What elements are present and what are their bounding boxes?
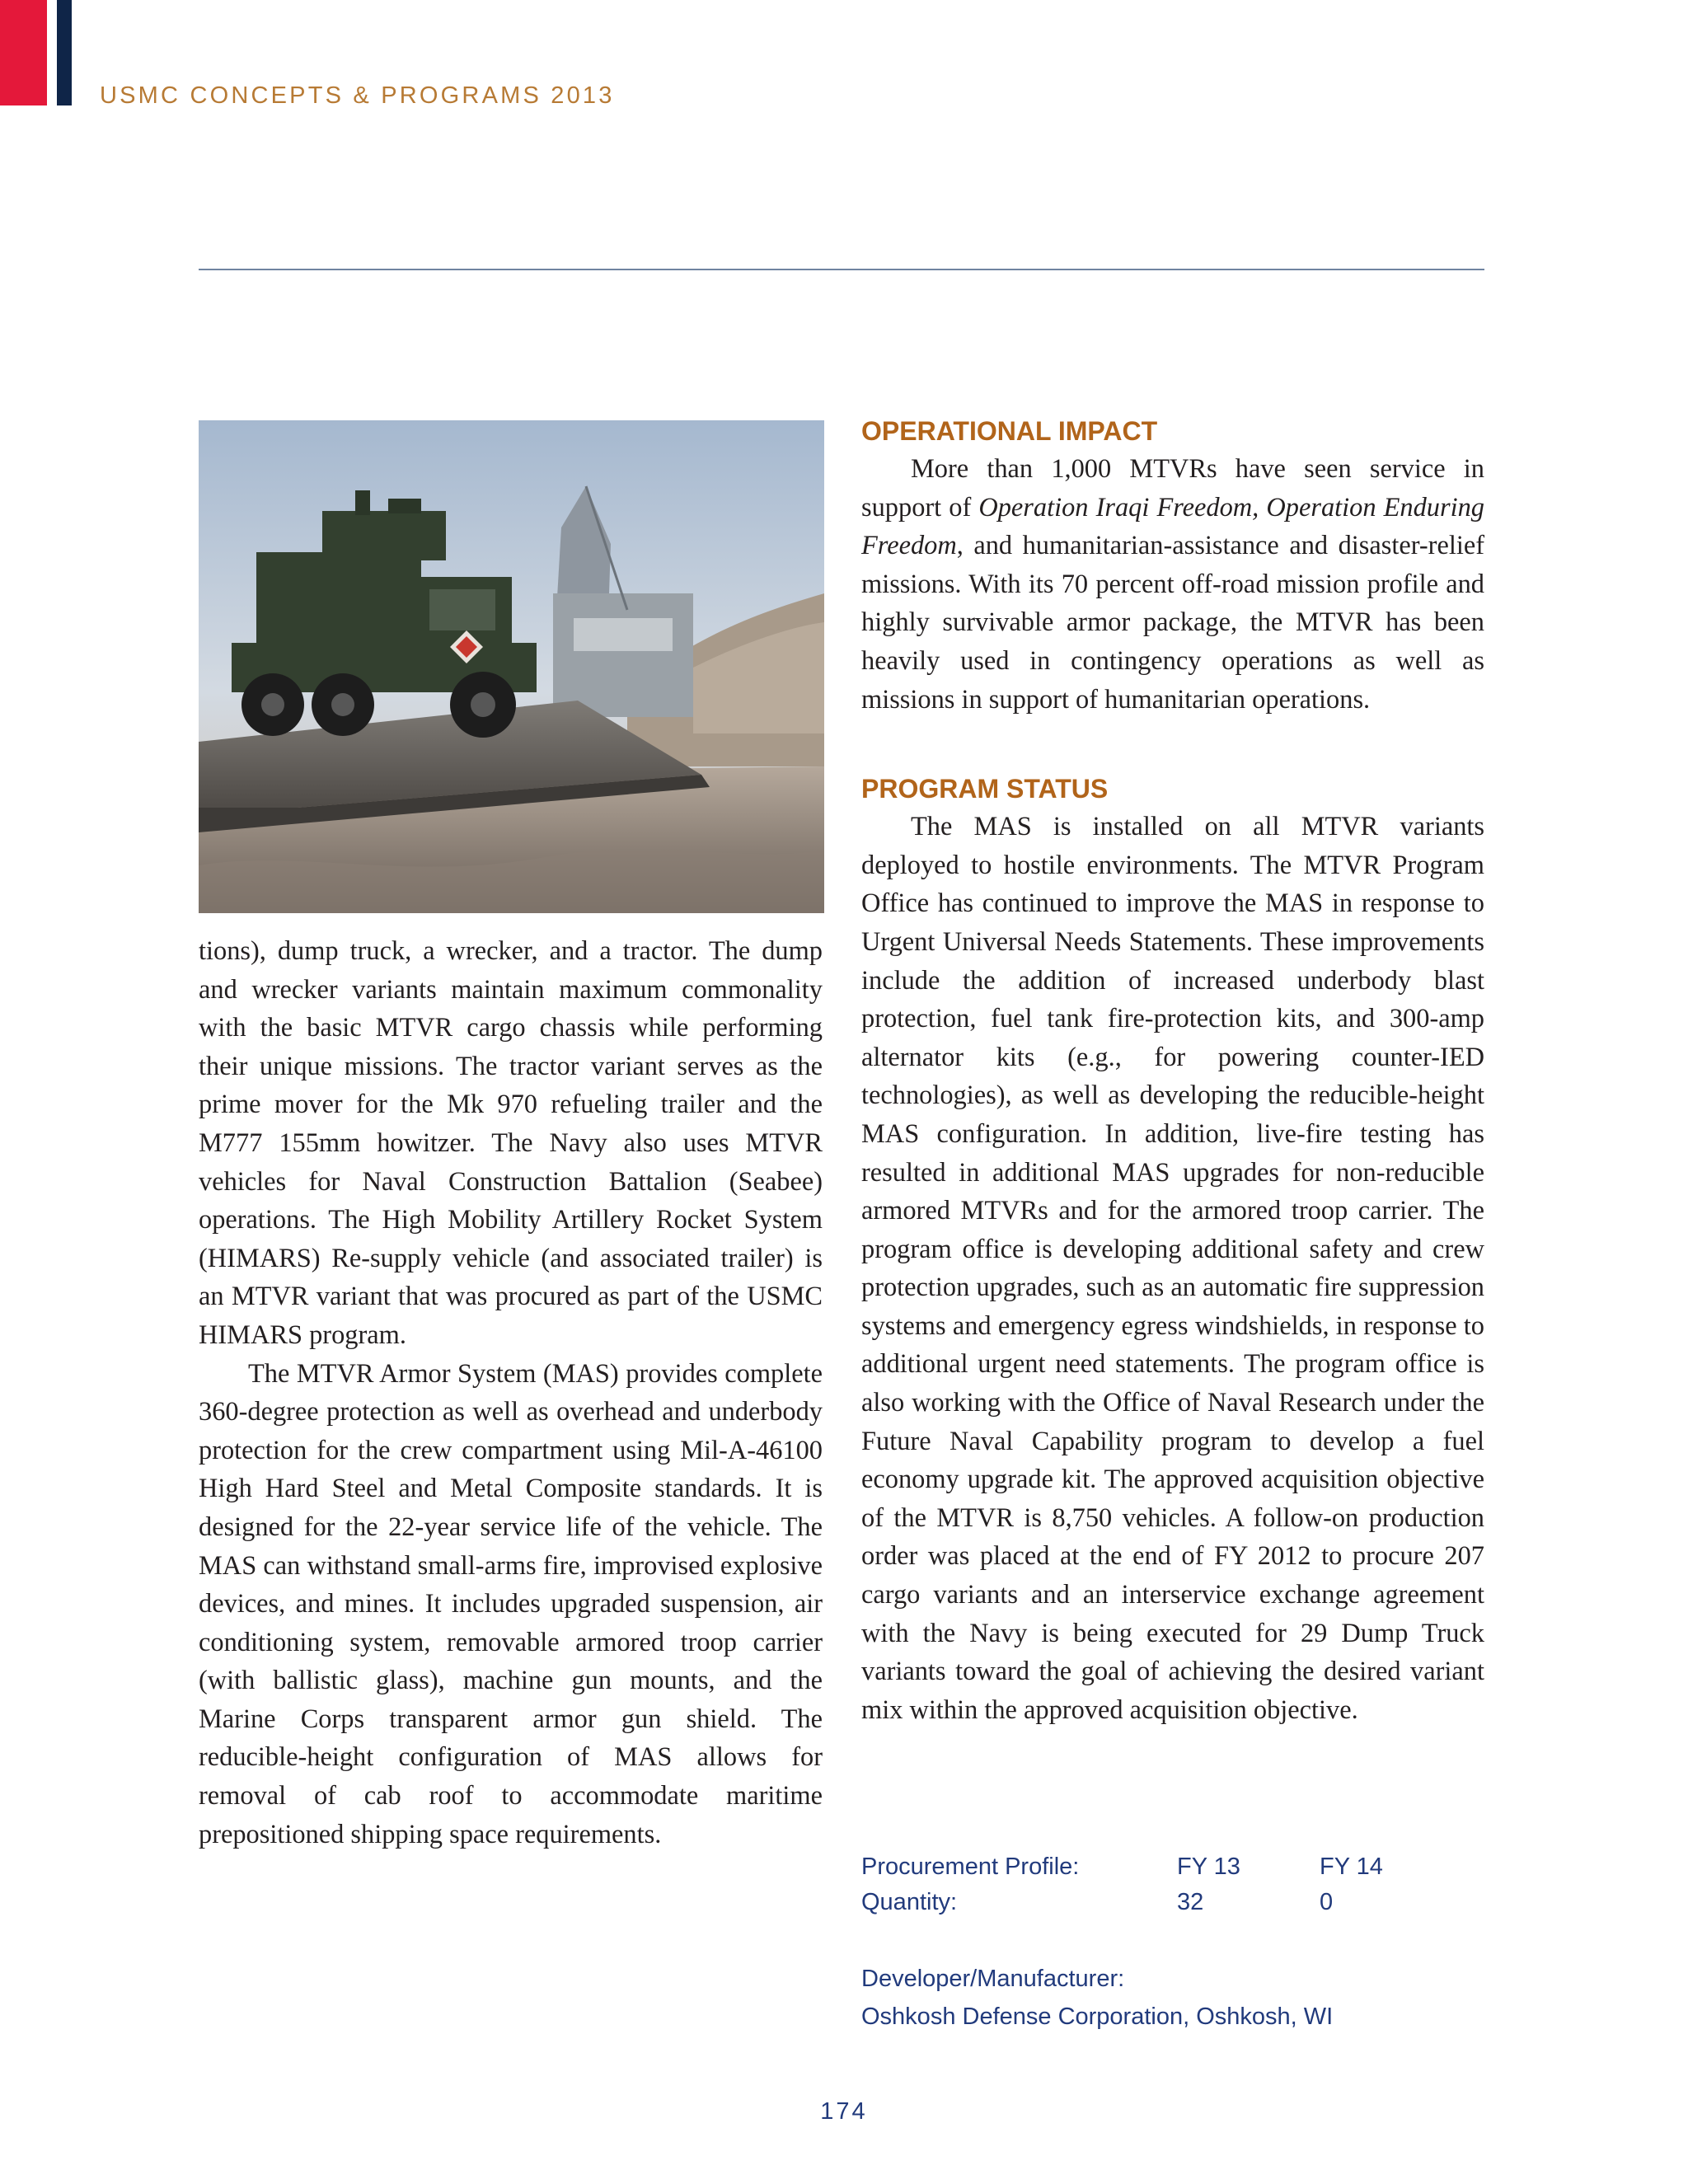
header-divider-rule bbox=[199, 269, 1484, 270]
page-number: 174 bbox=[820, 2098, 868, 2125]
quantity-fy13-value: 32 bbox=[1177, 1889, 1204, 1915]
operational-impact-paragraph bbox=[861, 450, 1484, 719]
procurement-header-row bbox=[861, 1849, 1488, 1885]
developer-label: Developer/Manufacturer: bbox=[861, 1966, 1125, 1992]
header-accent-red-bar bbox=[0, 0, 47, 105]
operational-impact-heading: OPERATIONAL IMPACT bbox=[861, 416, 1158, 446]
left-text-column bbox=[199, 932, 823, 1854]
right-text-column bbox=[861, 412, 1484, 1729]
mtvr-truck-on-landing-craft-ramp-photo bbox=[199, 420, 824, 913]
quantity-fy14-value: 0 bbox=[1320, 1889, 1334, 1915]
header-accent-navy-bar bbox=[57, 0, 72, 105]
left-paragraph-1: tions), dump truck, a wrecker, and a tractor. The dump and wrecker variants maintain maximum commonality with the basic MTVR cargo chassis while performing their unique missions. The tractor variant serves as the prime mover for the Mk 970 refueling trailer and the M777 155mm howitzer. The Navy also uses MTVR vehicles for Naval Construction Battalion (Seabee) operations. The High Mobility Artillery Rocket System (HIMARS) Re-supply vehicle (and associated trailer) is an MTVR variant that was procured as part of the USMC HIMARS program. bbox=[199, 936, 823, 1350]
quantity-label: Quantity: bbox=[861, 1889, 958, 1915]
procurement-fy13-header: FY 13 bbox=[1177, 1854, 1240, 1880]
procurement-fy14-header: FY 14 bbox=[1320, 1854, 1383, 1880]
operation-names-italic: Operation Iraqi Freedom, Operation Enduring Freedom bbox=[861, 492, 1484, 561]
program-status-paragraph: The MAS is installed on all MTVR variants deployed to hostile environments. The MTVR Program Office has continued to improve the MAS in response to Urgent Universal Needs Statements. These improvements include the addition of increased underbody blast protection, fuel tank fire-protection kits, and 300-amp alternator kits (e.g., for powering counter-IED technologies), as well as developing the reducible-height MAS configuration. In addition, live-fire testing has resulted in additional MAS upgrades for non-reducible armored MTVRs and for the armored troop carrier. The program office is developing additional safety and crew protection upgrades, such as an automatic fire suppression systems and emergency egress windshields, in response to additional urgent need statements. The program office is also working with the Office of Naval Research under the Future Naval Capability program to develop a fuel economy upgrade kit. The approved acquisition objective of the MTVR is 8,750 vehicles. A follow-on production order was placed at the end of FY 2012 to procure 207 cargo variants and an interservice exchange agreement with the Navy is being executed for 29 Dump Truck variants toward the goal of achieving the desired variant mix within the approved acquisition objective. bbox=[861, 812, 1484, 1725]
procurement-profile-label: Procurement Profile: bbox=[861, 1854, 1080, 1880]
left-paragraph-2: The MTVR Armor System (MAS) provides complete 360-degree protection as well as overhead and underbody protection for the crew compartment using Mil-A-46100 High Hard Steel and Metal Composite standards. It is designed for the 22-year service life of the vehicle. The MAS can withstand small-arms fire, improvised explosive devices, and mines. It includes upgraded suspension, air conditioning system, removable armored troop carrier (with ballistic glass), machine gun mounts, and the Marine Corps transparent armor gun shield. The reducible-height configuration of MAS allows for removal of cab roof to accommodate maritime prepositioned shipping space requirements. bbox=[199, 1358, 823, 1849]
operational-impact-text-end: , and humanitarian-assistance and disaster-relief missions. With its 70 percent off-road mission profile and highly survivable armor package, the MTVR has been heavily used in contingency operations as well as missions in support of humanitarian operations. bbox=[861, 531, 1484, 715]
section-spacer bbox=[861, 719, 1484, 770]
procurement-profile-table bbox=[861, 1849, 1488, 1920]
operational-impact-text-start: More than 1,000 MTVRs have seen service in support of bbox=[861, 454, 1484, 523]
developer-block bbox=[861, 1960, 1603, 2036]
procurement-quantity-row bbox=[861, 1885, 1488, 1920]
program-status-heading: PROGRAM STATUS bbox=[861, 774, 1109, 804]
running-header-title: USMC CONCEPTS & PROGRAMS 2013 bbox=[100, 82, 615, 109]
developer-name: Oshkosh Defense Corporation, Oshkosh, WI bbox=[861, 2004, 1334, 2030]
